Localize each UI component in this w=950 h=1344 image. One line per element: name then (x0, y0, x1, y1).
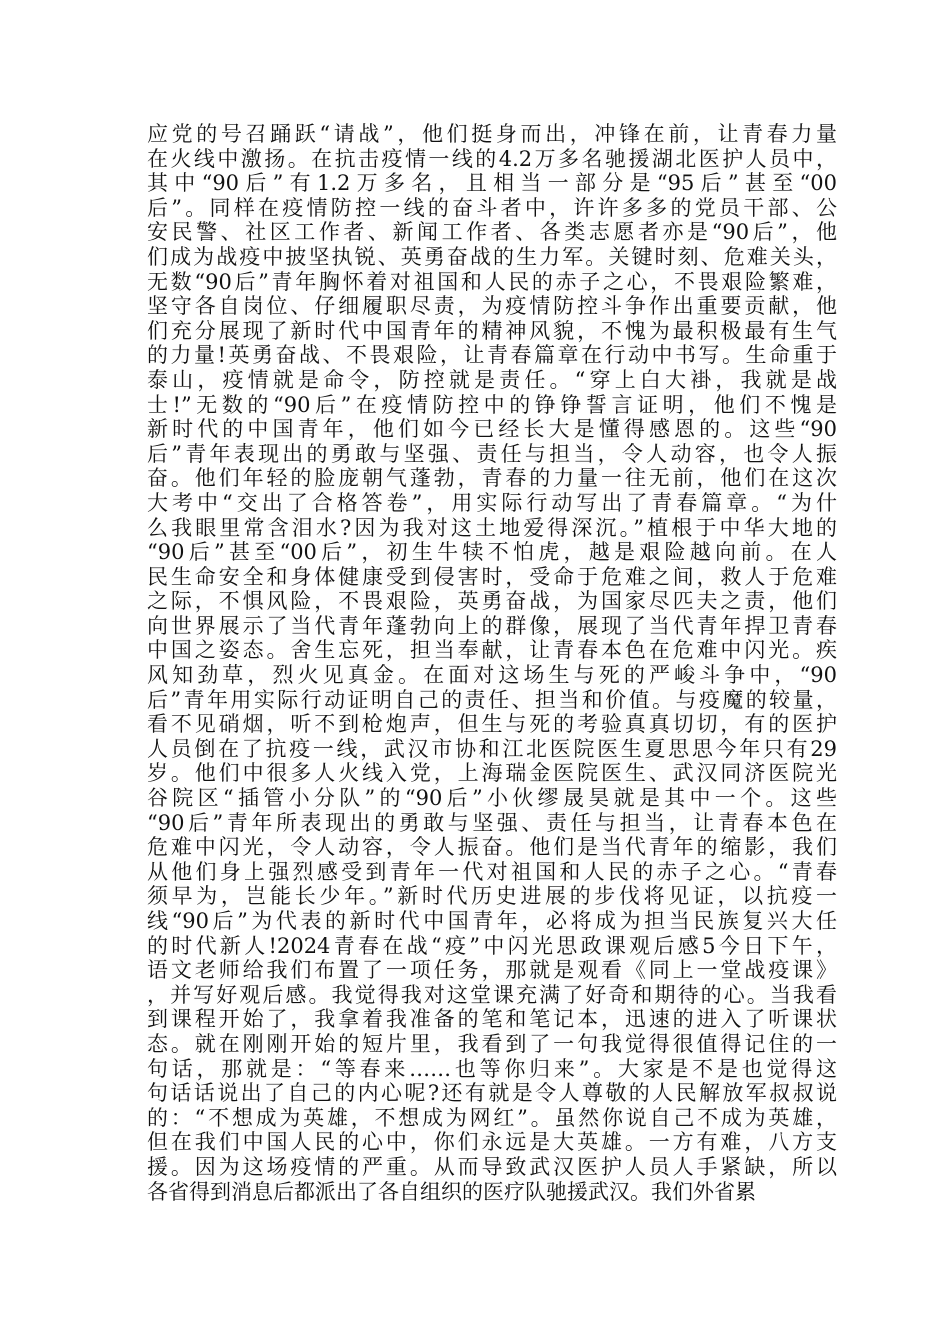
text-line: 须早为，岂能长少年。”新时代历史进展的步伐将见证，以抗疫一 (147, 884, 837, 909)
text-line: “90后”青年所表现出的勇敢与坚强、责任与担当，让青春本色在 (147, 810, 837, 835)
text-line: 线“90后”为代表的新时代中国青年，必将成为担当民族复兴大任 (147, 909, 837, 933)
text-line: 泰山，疫情就是命令，防控就是责任。“穿上白大褂，我就是战 (147, 367, 837, 392)
text-line: ，并写好观后感。我觉得我对这堂课充满了好奇和期待的心。当我看 (147, 982, 837, 1007)
text-line: 大考中“交出了合格答卷”，用实际行动写出了青春篇章。“为什 (147, 490, 837, 515)
text-line: 人员倒在了抗疫一线，武汉市协和江北医院医生夏思思今年只有29 (147, 736, 837, 761)
text-line: “90后”甚至“00后”，初生牛犊不怕虎，越是艰险越向前。在人 (147, 540, 837, 565)
text-line: 从他们身上强烈感受到青年一代对祖国和人民的赤子之心。“青春 (147, 859, 837, 884)
text-line: 应党的号召踊跃“请战”，他们挺身而出，冲锋在前，让青春力量 (147, 122, 837, 146)
text-line: 态。就在刚刚开始的短片里，我看到了一句我觉得很值得记住的一 (147, 1031, 837, 1056)
text-line: 坚守各自岗位、仔细履职尽责，为疫情防控斗争作出重要贡献，他 (147, 294, 837, 319)
text-line: 到课程开始了，我拿着我准备的笔和笔记本，迅速的进入了听课状 (147, 1007, 837, 1032)
text-line: 在火线中激扬。在抗击疫情一线的4.2万多名驰援湖北医护人员中， (147, 146, 837, 171)
text-line: 的：“不想成为英雄，不想成为网红”。虽然你说自己不成为英雄， (147, 1105, 837, 1130)
text-line: 民生命安全和身体健康受到侵害时，受命于危难之间，救人于危难 (147, 564, 837, 589)
text-line: 后”。同样在疫情防控一线的奋斗者中，许许多多的党员干部、公 (147, 195, 837, 220)
text-line: 的时代新人!2024青春在战“疫”中闪光思政课观后感5今日下午， (147, 933, 837, 958)
text-line: 们成为战疫中披坚执锐、英勇奋战的生力军。关键时刻、危难关头， (147, 244, 837, 269)
text-line: 各省得到消息后都派出了各自组织的医疗队驰援武汉。我们外省累 (147, 1179, 756, 1204)
text-line: 新时代的中国青年，他们如今已经长大是懂得感恩的。这些“90 (147, 417, 837, 442)
text-line: 句话，那就是：“等春来……也等你归来”。大家是不是也觉得这 (147, 1056, 837, 1081)
text-line: 安民警、社区工作者、新闻工作者、各类志愿者亦是“90后”，他 (147, 220, 837, 245)
text-line: 但在我们中国人民的心中，你们永远是大英雄。一方有难，八方支 (147, 1130, 837, 1155)
text-line: 危难中闪光，令人动容，令人振奋。他们是当代青年的缩影，我们 (147, 835, 837, 860)
text-line: 奋。他们年轻的脸庞朝气蓬勃，青春的力量一往无前，他们在这次 (147, 466, 837, 491)
text-line: 之际，不惧风险，不畏艰险，英勇奋战，为国家尽匹夫之责，他们 (147, 589, 837, 614)
text-line: 们充分展现了新时代中国青年的精神风貌，不愧为最积极最有生气 (147, 318, 837, 343)
text-line: 语文老师给我们布置了一项任务，那就是观看《同上一堂战疫课》 (147, 958, 837, 983)
text-line: 谷院区“插管小分队”的“90后”小伙缪晟昊就是其中一个。这些 (147, 786, 837, 811)
text-line: 看不见硝烟，听不到枪炮声，但生与死的考验真真切切，有的医护 (147, 712, 837, 737)
text-line: 后”青年用实际行动证明自己的责任、担当和价值。与疫魔的较量， (147, 687, 837, 712)
body-text (147, 122, 837, 1204)
text-line: 风知劲草，烈火见真金。在面对这场生与死的严峻斗争中，“90 (147, 663, 837, 688)
text-line: 的力量!英勇奋战、不畏艰险，让青春篇章在行动中书写。生命重于 (147, 343, 837, 368)
text-line: 后”青年表现出的勇敢与坚强、责任与担当，令人动容，也令人振 (147, 441, 837, 466)
text-line: 岁。他们中很多人火线入党，上海瑞金医院医生、武汉同济医院光 (147, 761, 837, 786)
text-line: 句话话说出了自己的内心呢?还有就是令人尊敬的人民解放军叔叔说 (147, 1081, 837, 1106)
text-line: 其中“90后”有1.2万多名，且相当一部分是“95后”甚至“00 (147, 171, 837, 196)
text-line: 么我眼里常含泪水?因为我对这土地爱得深沉。”植根于中华大地的 (147, 515, 837, 540)
text-line: 援。因为这场疫情的严重。从而导致武汉医护人员人手紧缺，所以 (147, 1154, 837, 1179)
text-line: 士!”无数的“90后”在疫情防控中的铮铮誓言证明，他们不愧是 (147, 392, 837, 417)
text-line: 向世界展示了当代青年蓬勃向上的群像，展现了当代青年捍卫青春 (147, 613, 837, 638)
text-line: 无数“90后”青年胸怀着对祖国和人民的赤子之心，不畏艰险繁难， (147, 269, 837, 294)
text-line: 中国之姿态。舍生忘死，担当奉献，让青春本色在危难中闪光。疾 (147, 638, 837, 663)
